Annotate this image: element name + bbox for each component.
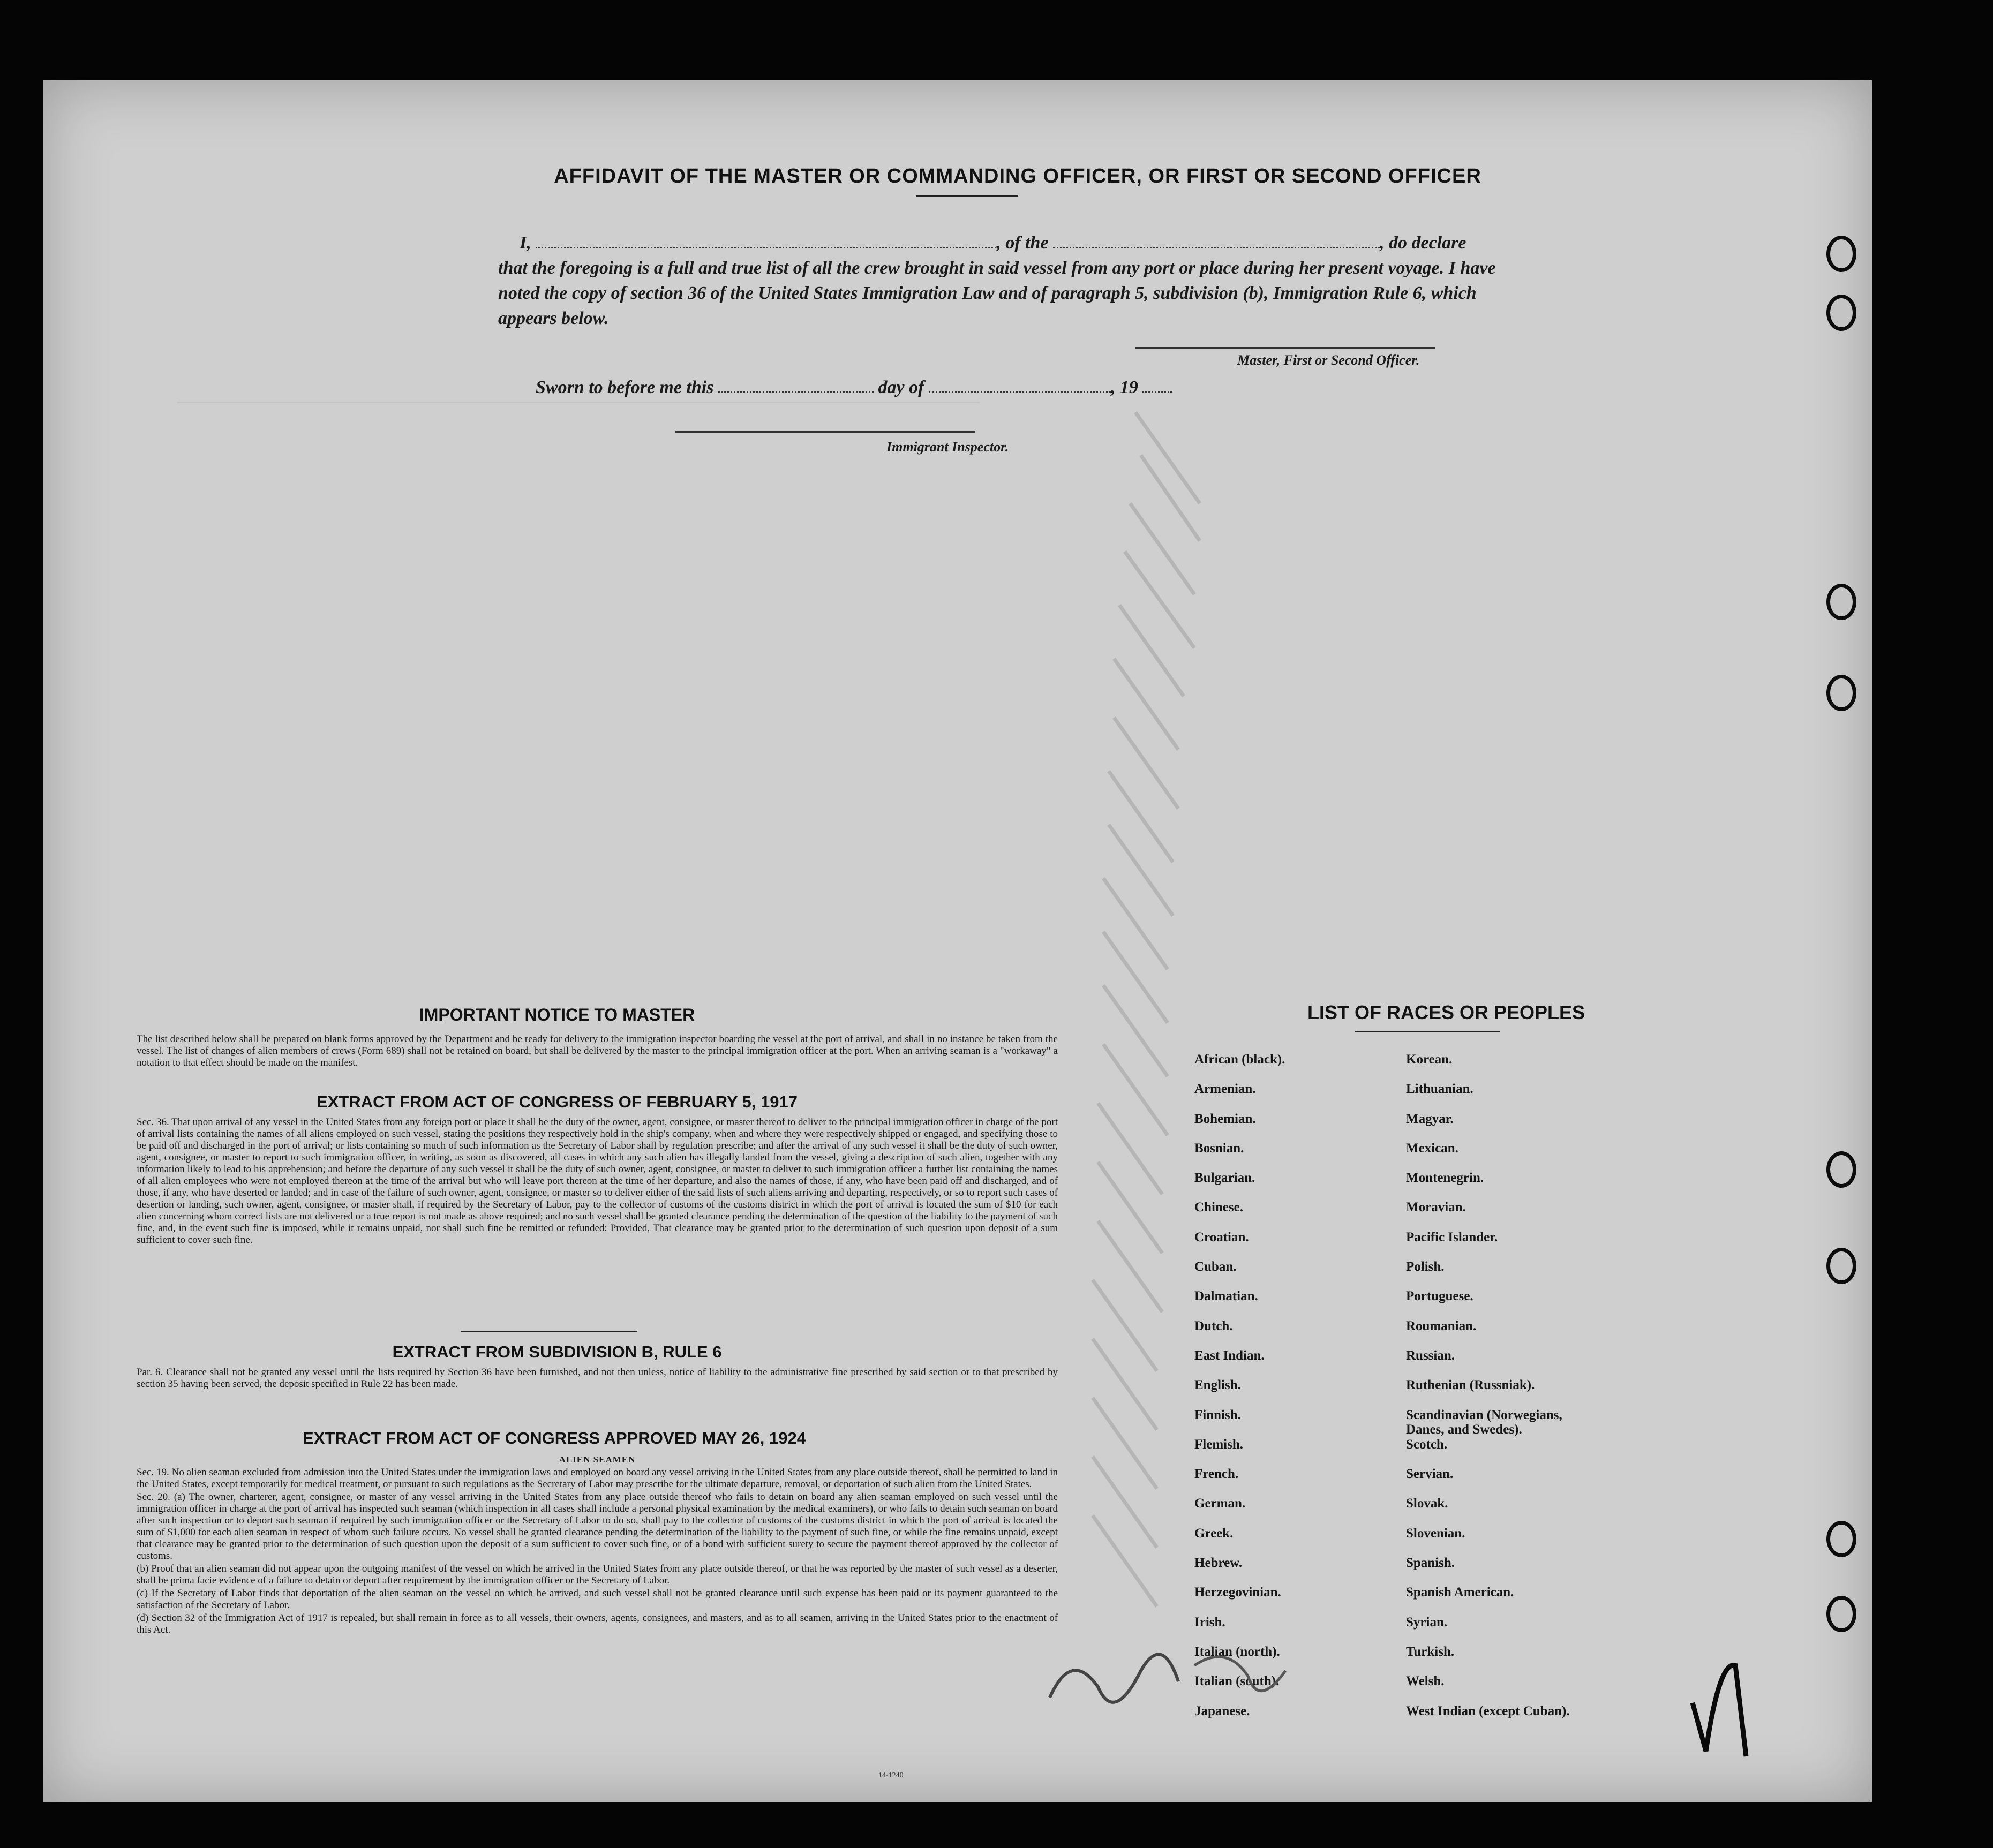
race-item: Greek. bbox=[1194, 1526, 1234, 1541]
handwritten-check-mark bbox=[1693, 1665, 1746, 1756]
section-20a: Sec. 20. (a) The owner, charterer, agent, consignee, or master of any vessel arriving in the United States from any place outside thereof who fails to detain on board any alien seaman employed on such vessel until the immigration officer in charge at the port of arrival has inspected such seaman (which inspection in all cases shall include a personal physical examination by the medical examiners), or who fails to detain such seaman on board after such inspection or to deport such seaman if required by such immigration officer or the Secretary of Labor to do so, shall pay to the collector of customs of the customs district in which the port of arrival is located the sum of $1,000 for each alien seaman in respect of whom such failure occurs. No vessel shall be granted clearance pending the determination of the liability to the payment of such fine, or while the fine remains unpaid, except that clearance may be granted prior to the determination of such question upon the deposit of a sum sufficient to cover such fine, or of a bond with sufficient surety to secure the payment thereof approved by the collector of customs. bbox=[137, 1491, 1058, 1562]
sworn-line bbox=[536, 375, 1543, 400]
race-item: Servian. bbox=[1406, 1467, 1454, 1482]
race-item: Japanese. bbox=[1194, 1703, 1250, 1718]
extract-1924-text bbox=[137, 1454, 1058, 1637]
race-item: Syrian. bbox=[1406, 1615, 1448, 1630]
race-item: French. bbox=[1194, 1467, 1239, 1482]
binder-hole bbox=[1826, 295, 1856, 331]
race-item: Russian. bbox=[1406, 1348, 1455, 1363]
declaration-mid: , of the bbox=[996, 233, 1049, 253]
affidavit-title: AFFIDAVIT OF THE MASTER OR COMMANDING OFFICER, OR FIRST OR SECOND OFFICER bbox=[554, 165, 1481, 187]
race-item: Finnish. bbox=[1194, 1407, 1241, 1422]
race-item: Spanish American. bbox=[1406, 1585, 1514, 1600]
race-item: Hebrew. bbox=[1194, 1556, 1243, 1571]
binder-hole bbox=[1826, 1248, 1856, 1284]
race-item: Slovak. bbox=[1406, 1496, 1448, 1511]
races-list-left bbox=[1194, 1052, 1285, 1733]
sworn-month-blank[interactable] bbox=[929, 381, 1111, 393]
extract-1917-text: Sec. 36. That upon arrival of any vessel in the United States from any foreign port or place it shall be the duty of the owner, agent, consignee, or master thereof to deliver to the principal immigration officer in charge of the port of arrival lists containing the names of all aliens employed on such vessel, stating the positions they respectively hold in the ship's company, when and where they were respectively shipped or engaged, and specifying those to be paid off and discharged in the port of arrival; or lists containing so much of such information as the Secretary of Labor shall by regulation prescribe; and after the arrival of any such vessel it shall be the duty of such owner, agent, consignee, or master to report to such immigration officer, in writing, as soon as discovered, all cases in which any such alien has illegally landed from the vessel, giving a description of such alien, together with any information likely to lead to his apprehension; and before the departure of any such vessel it shall be the duty of such owner, agent, consignee, or master to deliver to such immigration officer a further list containing the names of all alien employees who were not employed thereon at the time of the arrival but who will leave port thereon at the time of her departure, and also the names of those, if any, who have been paid off and discharged, and of those, if any, who have deserted or landed; and in case of the failure of such owner, agent, consignee, or master so to deliver either of the said lists of such aliens arriving and departing, respectively, or so to report such cases of desertion or landing, such owner, agent, consignee, or master shall, if required by the Secretary of Labor, pay to the collector of customs of the customs district in which the port of arrival is located the sum of $10 for each alien concerning whom correct lists are not delivered or a true report is not made as above required; and no such vessel shall be granted clearance pending the determination of the question of the liability to the payment of such fine, and, in the event such fine is imposed, while it remains unpaid, nor shall such fine be remitted or refunded: Provided, That clearance may be granted prior to the determination of such question upon deposit of a sum sufficient to cover such fine. bbox=[137, 1117, 1058, 1246]
handwritten-scribble bbox=[1050, 1654, 1178, 1702]
title-rule bbox=[916, 195, 1018, 197]
race-item: Irish. bbox=[1194, 1615, 1225, 1630]
races-title-rule bbox=[1355, 1031, 1500, 1032]
race-item: Lithuanian. bbox=[1406, 1082, 1473, 1097]
race-item: Dutch. bbox=[1194, 1318, 1233, 1333]
name-blank[interactable] bbox=[536, 236, 996, 248]
race-item: Italian (south). bbox=[1194, 1674, 1280, 1689]
race-item: Portuguese. bbox=[1406, 1289, 1473, 1304]
race-item: Armenian. bbox=[1194, 1082, 1256, 1097]
race-item: Scotch. bbox=[1406, 1437, 1448, 1452]
race-item: West Indian (except Cuban). bbox=[1406, 1703, 1570, 1718]
form-number: 14-1240 bbox=[878, 1771, 904, 1779]
race-item: Cuban. bbox=[1194, 1259, 1237, 1274]
race-item: Korean. bbox=[1406, 1052, 1453, 1067]
notice-title: IMPORTANT NOTICE TO MASTER bbox=[419, 1005, 695, 1024]
race-item: Flemish. bbox=[1194, 1437, 1243, 1452]
rule6-text: Par. 6. Clearance shall not be granted any vessel until the lists required by Section 36 have been furnished, and not then unless, notice of liability to the administrative fine prescribed by said section or to that prescribed by section 35 having been served, the deposit specified in Rule 22 has been made. bbox=[137, 1367, 1058, 1390]
declaration-start: I, bbox=[520, 233, 531, 253]
race-item: Croatian. bbox=[1194, 1230, 1249, 1244]
binder-hole bbox=[1826, 675, 1856, 711]
inspector-label: Immigrant Inspector. bbox=[886, 439, 1009, 455]
race-item: Montenegrin. bbox=[1406, 1171, 1484, 1186]
inspector-signature-line[interactable] bbox=[675, 431, 975, 433]
races-title: LIST OF RACES OR PEOPLES bbox=[1307, 1001, 1585, 1023]
race-item: Pacific Islander. bbox=[1406, 1230, 1498, 1244]
binder-hole bbox=[1826, 584, 1856, 620]
races-list-right bbox=[1406, 1052, 1599, 1733]
alien-seamen-subtitle: ALIEN SEAMEN bbox=[559, 1454, 636, 1465]
signature-line[interactable] bbox=[1135, 347, 1435, 349]
extract-1924-title: EXTRACT FROM ACT OF CONGRESS APPROVED MAY 26, 1924 bbox=[303, 1429, 806, 1447]
race-item: Spanish. bbox=[1406, 1556, 1455, 1571]
race-item: Dalmatian. bbox=[1194, 1289, 1258, 1304]
race-item: Mexican. bbox=[1406, 1141, 1458, 1156]
sworn-text: Sworn to before me this bbox=[536, 378, 714, 397]
section-20d: (d) Section 32 of the Immigration Act of 1917 is repealed, but shall remain in force as to all vessels, their owners, agents, consignees, and masters, and as to all seamen, arriving in the United States prior to the enactment of this Act. bbox=[137, 1612, 1058, 1635]
race-item: Welsh. bbox=[1406, 1674, 1445, 1689]
race-item: Italian (north). bbox=[1194, 1644, 1280, 1659]
binder-hole bbox=[1826, 1151, 1856, 1188]
vessel-blank[interactable] bbox=[1053, 236, 1380, 248]
race-item: Scandinavian (Norwegians, Danes, and Swedes). bbox=[1406, 1407, 1562, 1437]
affidavit-text bbox=[498, 230, 1505, 331]
race-item: African (black). bbox=[1194, 1052, 1285, 1067]
race-item: Turkish. bbox=[1406, 1644, 1455, 1659]
race-item: Roumanian. bbox=[1406, 1318, 1477, 1333]
race-item: Magyar. bbox=[1406, 1111, 1454, 1126]
binder-hole bbox=[1826, 236, 1856, 272]
day-of-text: day of bbox=[878, 378, 924, 397]
year-prefix: , 19 bbox=[1110, 378, 1138, 397]
rule6-title: EXTRACT FROM SUBDIVISION B, RULE 6 bbox=[392, 1342, 722, 1361]
race-item: Ruthenian (Russniak). bbox=[1406, 1378, 1535, 1393]
section-19: Sec. 19. No alien seaman excluded from admission into the United States under the immigration laws and employed on board any vessel arriving in the United States from any place outside thereof, shall be permitted to land in the United States, except temporarily for medical treatment, or pursuant to such regulations as the Secretary of Labor may prescribe for the ultimate departure, removal, or deportation of such alien from the United States. bbox=[137, 1467, 1058, 1490]
race-item: East Indian. bbox=[1194, 1348, 1265, 1363]
race-item: Bulgarian. bbox=[1194, 1171, 1255, 1186]
declaration-body: that the foregoing is a full and true list of all the crew brought in said vessel from any port or place during her present voyage. I have noted the copy of section 36 of the United States Immigration Law and of paragraph 5, subdivision (b), Immigration Rule 6, which appears below. bbox=[498, 258, 1496, 328]
document-sheet bbox=[43, 80, 1872, 1802]
race-item: Herzegovinian. bbox=[1194, 1585, 1281, 1600]
race-item: Chinese. bbox=[1194, 1200, 1243, 1215]
divider-rule bbox=[461, 1331, 637, 1332]
sworn-year-blank[interactable] bbox=[1142, 381, 1172, 393]
section-20c: (c) If the Secretary of Labor finds that deportation of the alien seaman on the vessel on which he arrived, and such vessel shall not be granted clearance until such expense has been paid or its payment guaranteed to the satisfaction of the Secretary of Labor. bbox=[137, 1588, 1058, 1611]
binder-hole bbox=[1826, 1521, 1856, 1557]
notice-text: The list described below shall be prepared on blank forms approved by the Department and be ready for delivery to the immigration inspector boarding the vessel at the port of arrival, and shall in no instance be taken from the vessel. The list of changes of alien members of crews (Form 689) shall not be retained on board, but shall be delivered by the master to the principal immigration officer at the port. When an arriving seaman is a "workaway" a notation to that effect should be made on the manifest. bbox=[137, 1034, 1058, 1068]
race-item: Bohemian. bbox=[1194, 1111, 1256, 1126]
signature-label: Master, First or Second Officer. bbox=[1237, 352, 1420, 368]
race-item: Moravian. bbox=[1406, 1200, 1466, 1215]
race-item: Bosnian. bbox=[1194, 1141, 1244, 1156]
binder-hole bbox=[1826, 1596, 1856, 1632]
section-20b: (b) Proof that an alien seaman did not appear upon the outgoing manifest of the vessel on which he arrived in the United States from any place outside thereof, or that he was reported by the master of such vessel as a deserter, shall be prima facie evidence of a failure to detain or deport after requirement by the immigration officer or the Secretary of Labor. bbox=[137, 1563, 1058, 1586]
declaration-line bbox=[498, 230, 1505, 255]
extract-1917-title: EXTRACT FROM ACT OF CONGRESS OF FEBRUARY 5, 1917 bbox=[317, 1092, 798, 1111]
race-item: English. bbox=[1194, 1378, 1241, 1393]
race-item: Polish. bbox=[1406, 1259, 1445, 1274]
race-item: Slovenian. bbox=[1406, 1526, 1465, 1541]
declaration-end: , do declare bbox=[1380, 233, 1466, 253]
race-item: German. bbox=[1194, 1496, 1246, 1511]
scan-edge-left bbox=[0, 0, 43, 1848]
sworn-day-blank[interactable] bbox=[718, 381, 874, 393]
